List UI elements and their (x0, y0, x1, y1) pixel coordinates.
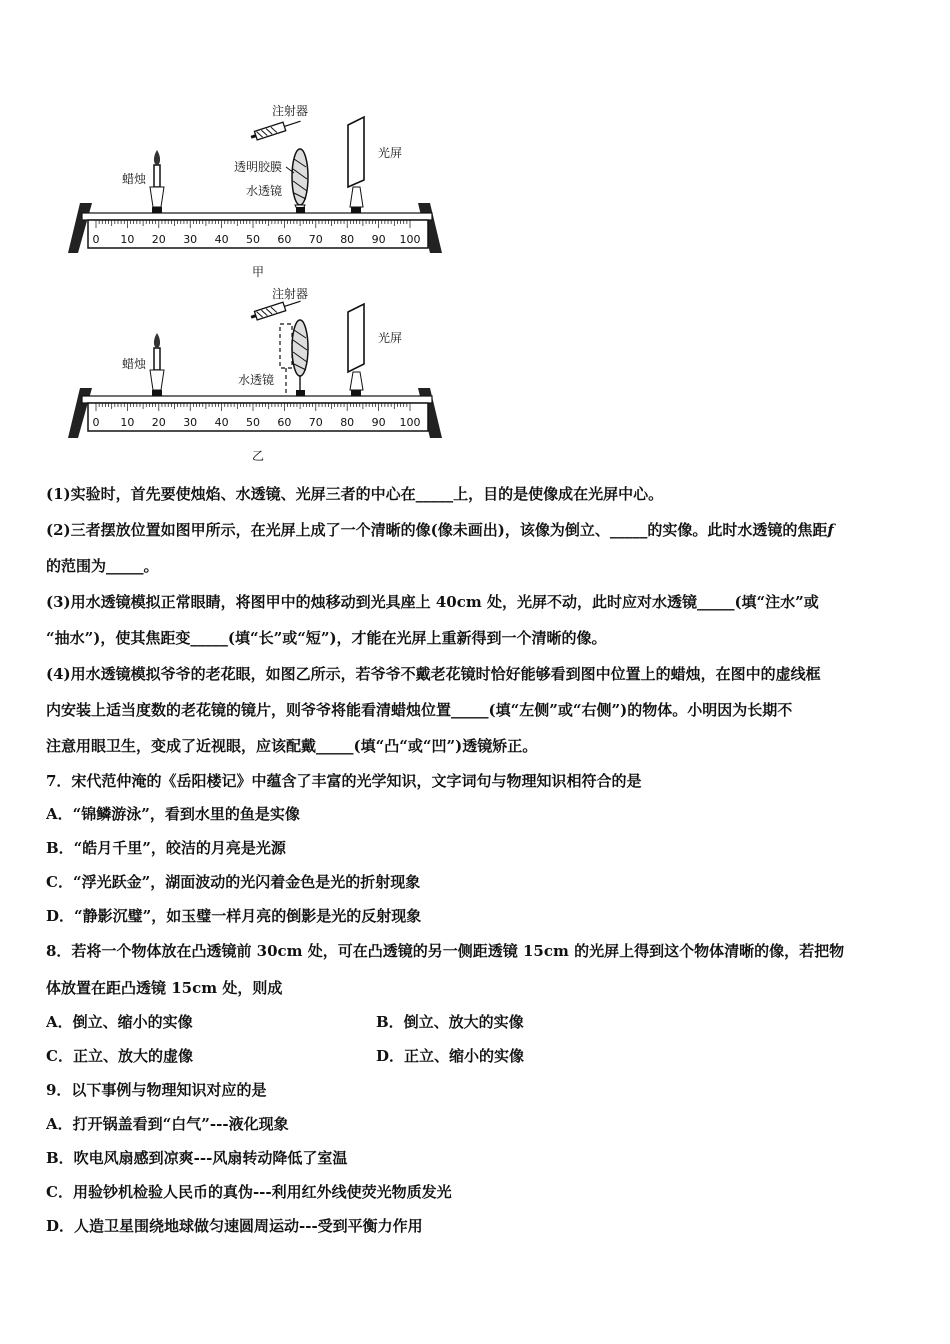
membrane-label: 透明胶膜 (234, 160, 283, 174)
q8-option-a: A．倒立、缩小的实像 (46, 1013, 193, 1031)
scale-label: 10 (120, 233, 135, 246)
q6-part2-line2: 的范围为_____。 (46, 557, 159, 575)
water-lens (292, 149, 308, 213)
optical-bench-diagram-b (60, 280, 460, 465)
focal-length-symbol: f (827, 521, 834, 539)
syringe-label: 注射器 (272, 287, 309, 301)
q9-option-b: B．吹电风扇感到凉爽---风扇转动降低了室温 (46, 1149, 348, 1167)
q9-option-d: D．人造卫星围绕地球做匀速圆周运动---受到平衡力作用 (46, 1217, 423, 1235)
candle-label: 蜡烛 (122, 357, 147, 371)
dashed-frame (280, 324, 292, 368)
q7-option-d: D．“静影沉璧”，如玉璧一样月亮的倒影是光的反射现象 (46, 907, 422, 925)
q9-option-a: A．打开锅盖看到“白气”---液化现象 (46, 1115, 289, 1133)
q6-part4-line1: (4)用水透镜模拟爷爷的老花眼，如图乙所示，若爷爷不戴老花镜时恰好能够看到图中位置上的蜡烛，在图中的虚线框 (46, 665, 821, 683)
water-lens (292, 320, 308, 396)
scale-label: 40 (214, 233, 229, 246)
q9-option-c: C．用验钞机检验人民币的真伪---利用红外线使荧光物质发光 (46, 1183, 452, 1201)
q9-stem: 9．以下事例与物理知识对应的是 (46, 1081, 267, 1099)
scale-label: 60 (277, 233, 292, 246)
candle (150, 150, 164, 213)
q8-option-b: B．倒立、放大的实像 (376, 1013, 524, 1031)
q8-row2 (46, 1046, 912, 1066)
light-screen (348, 117, 364, 213)
scale-label: 70 (308, 233, 323, 246)
scale-label: 10 (120, 416, 135, 429)
syringe-label: 注射器 (272, 104, 309, 118)
scale-label: 70 (308, 416, 323, 429)
scale-label: 90 (371, 416, 386, 429)
q6-part2-line1: (2)三者摆放位置如图甲所示，在光屏上成了一个清晰的像(像未画出)，该像为倒立、_____的实像。此时水透镜的焦距f (46, 521, 834, 539)
scale-label: 60 (277, 416, 292, 429)
scale-label: 40 (214, 416, 229, 429)
scale-label: 80 (340, 416, 355, 429)
q8-stem-line1: 8．若将一个物体放在凸透镜前 30cm 处，可在凸透镜的另一侧距透镜 15cm 的光屏上得到这个物体清晰的像，若把物 (46, 942, 845, 960)
screen-label: 光屏 (378, 146, 403, 160)
scale-label: 90 (371, 233, 386, 246)
q6-part3-line1: (3)用水透镜模拟正常眼睛，将图甲中的烛移动到光具座上 40cm 处，光屏不动，此时应对水透镜_____(填“注水”或 (46, 593, 819, 611)
q8-stem-line2: 体放置在距凸透镜 15cm 处，则成 (46, 979, 283, 997)
scale-label: 50 (246, 233, 260, 246)
q8-row1 (46, 1012, 912, 1032)
scale-label: 30 (183, 233, 198, 246)
q7-option-a: A．“锦鳞游泳”，看到水里的鱼是实像 (46, 805, 300, 823)
candle-label: 蜡烛 (122, 172, 147, 186)
optical-bench-diagram-a (60, 95, 460, 285)
figure-caption: 甲 (252, 265, 265, 279)
figure-a (60, 95, 460, 285)
figure-b (60, 280, 460, 465)
q7-option-c: C．“浮光跃金”，湖面波动的光闪着金色是光的折射现象 (46, 873, 421, 891)
q8-option-c: C．正立、放大的虚像 (46, 1047, 193, 1065)
scale-label: 100 (399, 233, 421, 246)
scale-label: 50 (246, 416, 260, 429)
scale-label: 30 (183, 416, 198, 429)
bench-rail (82, 396, 432, 403)
q6-part4-line3: 注意用眼卫生，变成了近视眼，应该配戴_____(填“凸“或“凹”)透镜矫正。 (46, 737, 538, 755)
bench-rail (82, 213, 432, 220)
light-screen (348, 304, 364, 396)
scale-label: 20 (151, 416, 166, 429)
q7-option-b: B．“皓月千里”，皎洁的月亮是光源 (46, 839, 286, 857)
q6-part1: (1)实验时，首先要使烛焰、水透镜、光屏三者的中心在_____上，目的是使像成在光屏中心。 (46, 485, 664, 503)
figure-caption: 乙 (252, 449, 265, 463)
q6-part4-line2: 内安装上适当度数的老花镜的镜片，则爷爷将能看清蜡烛位置_____(填“左侧”或“右侧”)的物体。小明因为长期不 (46, 701, 793, 719)
syringe (250, 117, 302, 142)
scale-label: 80 (340, 233, 355, 246)
lens-label: 水透镜 (246, 184, 283, 198)
q6-part3-line2: “抽水”)，使其焦距变_____(填“长”或“短”)，才能在光屏上重新得到一个清晰的像。 (46, 629, 607, 647)
scale-label: 20 (151, 233, 166, 246)
lens-label: 水透镜 (238, 373, 275, 387)
scale-label: 100 (399, 416, 421, 429)
scale-label: 0 (92, 233, 100, 246)
q7-stem: 7．宋代范仲淹的《岳阳楼记》中蕴含了丰富的光学知识，文字词句与物理知识相符合的是 (46, 772, 642, 790)
q8-option-d: D．正立、缩小的实像 (376, 1047, 525, 1065)
candle (150, 333, 164, 396)
scale-label: 0 (92, 416, 100, 429)
screen-label: 光屏 (378, 331, 403, 345)
